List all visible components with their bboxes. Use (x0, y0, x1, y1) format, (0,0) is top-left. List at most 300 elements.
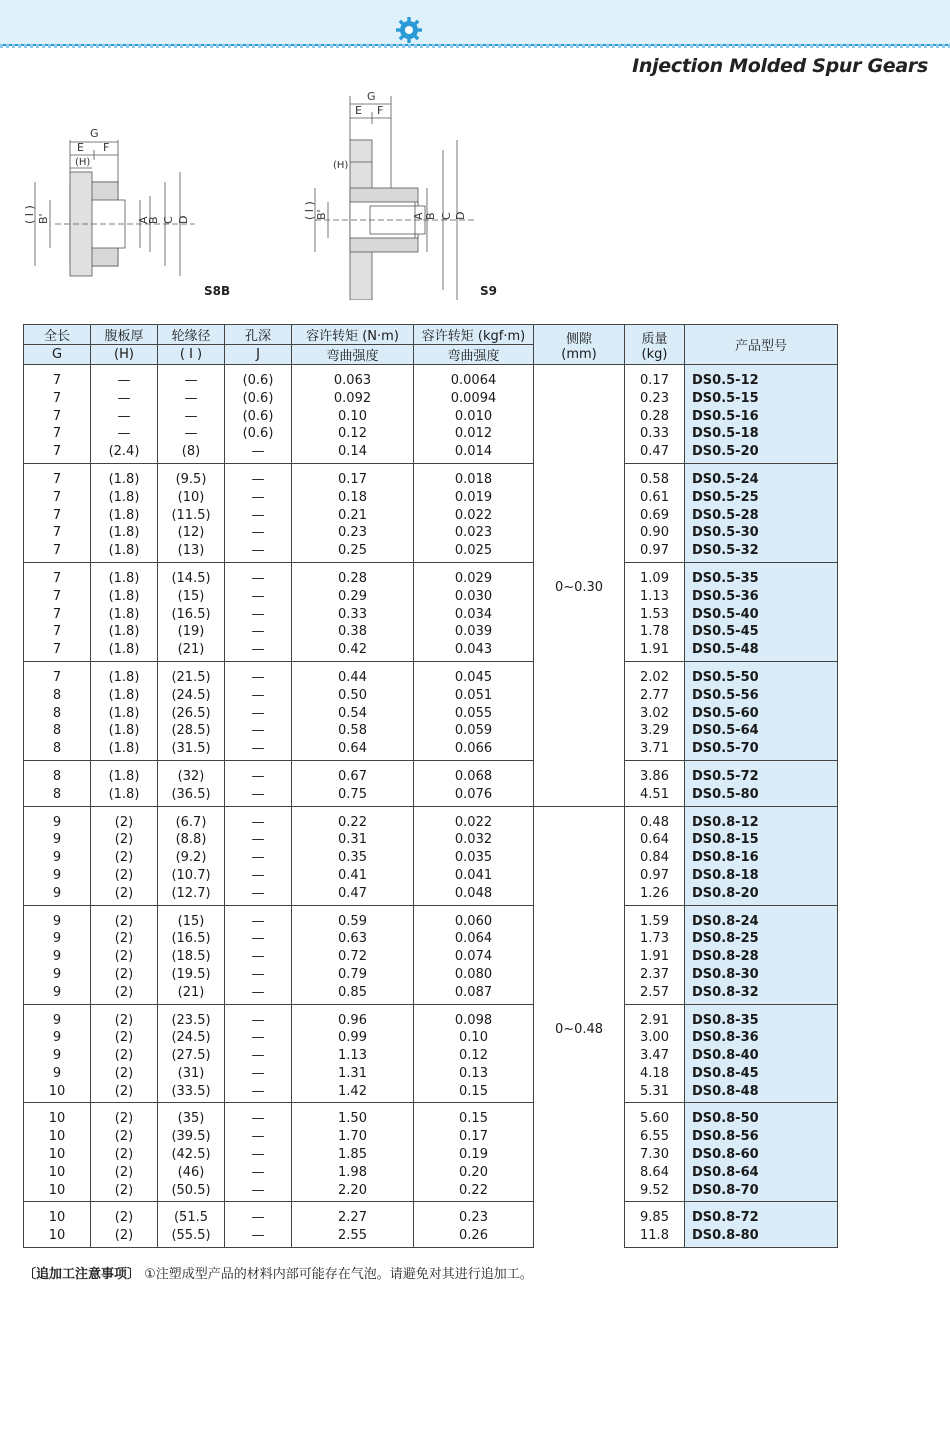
cell-value: 9 (52, 814, 62, 830)
cell-value: 0.0064 (450, 373, 497, 388)
cell-backlash: 0~0.48 (534, 806, 625, 1248)
cell-value: 0.022 (454, 507, 493, 523)
table-row-group (24, 806, 838, 905)
cell-model (685, 661, 838, 760)
cell-value: 0.18 (338, 489, 367, 505)
table-body (24, 365, 838, 1248)
cell-g (24, 1004, 91, 1103)
cell-value: (2) (114, 1065, 134, 1081)
cell-value: 0.25 (338, 543, 367, 559)
cell-value: 0.99 (338, 1030, 367, 1046)
cell-value: 7 (52, 390, 62, 406)
cell-value: 9 (52, 931, 62, 947)
cell-value: 0.29 (338, 588, 367, 604)
cell-value: (24.5) (171, 687, 211, 703)
cell-value: (1.8) (108, 705, 140, 721)
model-number: DS0.5-36 (692, 588, 759, 604)
svg-text:B: B (424, 212, 437, 220)
gear-icon (395, 16, 423, 44)
cell-value: — (251, 642, 265, 658)
cell-value: — (184, 426, 198, 442)
cell-value: 5.31 (640, 1083, 669, 1099)
cell-value: 0.22 (459, 1182, 488, 1198)
cell-value: 7 (52, 642, 62, 658)
cell-value: (21.5) (171, 669, 211, 685)
cell-value: (1.8) (108, 543, 140, 559)
cell-j (225, 365, 292, 464)
cell-value: — (251, 705, 265, 721)
cell-value: (55.5) (171, 1228, 211, 1244)
cell-j (225, 1004, 292, 1103)
cell-value: (39.5) (171, 1129, 211, 1145)
cell-value: 0.055 (454, 705, 493, 721)
cell-model (685, 760, 838, 806)
cell-value: (2) (114, 850, 134, 866)
cell-value: (2) (114, 1129, 134, 1145)
th-i: ( I ) (158, 345, 225, 365)
cell-g (24, 1202, 91, 1248)
cell-value: (2) (114, 913, 134, 929)
cell-value: 0.59 (338, 913, 367, 929)
cell-value: (2) (114, 885, 134, 901)
cell-value: — (251, 1164, 265, 1180)
cell-value: (19) (177, 624, 205, 640)
th-model: 产品型号 (685, 325, 838, 365)
cell-value: 0.063 (333, 373, 372, 388)
cell-value: 10 (48, 1210, 66, 1226)
cell-h (91, 806, 158, 905)
cell-value: 0.17 (338, 471, 367, 487)
table-row-group (24, 365, 838, 464)
cell-value: 0.28 (640, 408, 669, 424)
dim-g-label: G (90, 127, 99, 140)
cell-value: (27.5) (171, 1048, 211, 1064)
cell-value: 10 (48, 1182, 66, 1198)
cell-value: (2) (114, 814, 134, 830)
cell-model (685, 806, 838, 905)
model-number: DS0.5-35 (692, 570, 759, 586)
cell-value: 7 (52, 606, 62, 622)
cell-value: 0.63 (338, 931, 367, 947)
cell-value: 8 (52, 786, 62, 802)
cell-mass (625, 1202, 685, 1248)
cell-value: 5.60 (640, 1111, 669, 1127)
cell-value: 11.8 (640, 1228, 669, 1244)
cell-value: — (251, 489, 265, 505)
cell-value: (11.5) (171, 507, 211, 523)
cell-torque-nm (292, 661, 414, 760)
cell-value: 0.58 (338, 723, 367, 739)
cell-value: 0.030 (454, 588, 493, 604)
cell-value: (2) (114, 949, 134, 965)
cell-value: (1.8) (108, 669, 140, 685)
cell-value: 1.91 (640, 949, 669, 965)
th-bending-2: 弯曲强度 (414, 345, 534, 365)
cell-value: — (251, 570, 265, 586)
model-number: DS0.8-15 (692, 832, 759, 848)
svg-text:(H): (H) (333, 160, 349, 171)
cell-value: 7 (52, 624, 62, 640)
cell-value: 0.10 (459, 1030, 488, 1046)
cell-value: 7 (52, 471, 62, 487)
cell-torque-kgf (414, 1202, 534, 1248)
model-number: DS0.5-48 (692, 642, 759, 658)
cell-value: 10 (48, 1129, 66, 1145)
cell-value: 0.039 (454, 624, 493, 640)
cell-value: — (251, 741, 265, 757)
svg-text:C: C (440, 212, 453, 220)
cell-value: 0.72 (338, 949, 367, 965)
cell-value: (15) (177, 588, 205, 604)
cell-value: — (184, 408, 198, 424)
th-j: J (225, 345, 292, 365)
svg-text:A: A (137, 216, 150, 224)
cell-mass (625, 463, 685, 562)
cell-value: 0.33 (338, 606, 367, 622)
cell-j (225, 760, 292, 806)
svg-text:F: F (377, 104, 384, 117)
cell-value: 7 (52, 489, 62, 505)
cell-value: (2) (114, 1210, 134, 1226)
cell-value: 9 (52, 984, 62, 1000)
cell-value: 0.012 (454, 426, 493, 442)
cell-value: (1.8) (108, 768, 140, 784)
cell-value: 0.045 (454, 669, 493, 685)
cell-value: 1.70 (338, 1129, 367, 1145)
model-number: DS0.8-70 (692, 1182, 759, 1198)
cell-value: — (251, 966, 265, 982)
cell-value: — (251, 1129, 265, 1145)
model-number: DS0.5-60 (692, 705, 759, 721)
cell-value: 0.15 (459, 1083, 488, 1099)
note-label: 〔追加工注意事项〕 (23, 1267, 141, 1282)
cell-value: 0.97 (640, 543, 669, 559)
cell-h (91, 905, 158, 1004)
cell-value: 0.23 (338, 525, 367, 541)
cell-value: 1.73 (640, 931, 669, 947)
cell-value: 3.00 (640, 1030, 669, 1046)
cell-h (91, 760, 158, 806)
svg-text:C: C (162, 216, 175, 224)
cell-value: (2) (114, 1083, 134, 1099)
cell-torque-kgf (414, 463, 534, 562)
cell-value: 0.043 (454, 642, 493, 658)
cell-value: (50.5) (171, 1182, 211, 1198)
cell-h (91, 1004, 158, 1103)
cell-value: 8.64 (640, 1164, 669, 1180)
cell-i (158, 1202, 225, 1248)
cell-value: 0.21 (338, 507, 367, 523)
table-row-group (24, 1004, 838, 1103)
cell-value: 10 (48, 1147, 66, 1163)
cell-value: 0.12 (459, 1048, 488, 1064)
note-text: ①注塑成型产品的材料内部可能存在气泡。请避免对其进行追加工。 (144, 1267, 533, 1282)
svg-text:F: F (103, 141, 110, 154)
cell-value: — (251, 1083, 265, 1099)
cell-value: — (251, 588, 265, 604)
cell-value: 3.29 (640, 723, 669, 739)
model-number: DS0.8-12 (692, 814, 759, 830)
cell-value: 7 (52, 373, 62, 388)
cell-j (225, 661, 292, 760)
cell-value: 0.041 (454, 867, 493, 883)
cell-i (158, 661, 225, 760)
cell-value: — (251, 723, 265, 739)
top-banner (0, 0, 950, 46)
cell-value: 0.64 (338, 741, 367, 757)
cell-value: 4.51 (640, 786, 669, 802)
cell-value: 2.02 (640, 669, 669, 685)
cell-value: 0.087 (454, 984, 493, 1000)
th-backlash: 侧隙 (mm) (534, 325, 625, 365)
th-length: 全长 (24, 325, 91, 345)
cell-value: — (251, 931, 265, 947)
cell-mass (625, 1004, 685, 1103)
th-g: G (24, 345, 91, 365)
cell-i (158, 905, 225, 1004)
diagram-caption-s9: S9 (480, 284, 497, 298)
model-number: DS0.5-50 (692, 669, 759, 685)
cell-value: (51.5 (173, 1210, 209, 1226)
cell-value: (9.2) (175, 850, 207, 866)
th-web-thickness: 腹板厚 (91, 325, 158, 345)
cell-value: — (251, 867, 265, 883)
svg-text:B': B' (315, 209, 328, 220)
cell-value: (32) (177, 768, 205, 784)
th-h: (H) (91, 345, 158, 365)
cell-value: (28.5) (171, 723, 211, 739)
cell-value: — (251, 543, 265, 559)
cell-i (158, 806, 225, 905)
cell-value: 0.42 (338, 642, 367, 658)
cell-value: — (251, 444, 265, 460)
cell-value: (14.5) (171, 570, 211, 586)
cell-value: — (117, 408, 131, 424)
model-number: DS0.8-80 (692, 1228, 759, 1244)
cell-i (158, 1004, 225, 1103)
cell-torque-nm (292, 1202, 414, 1248)
cell-value: — (251, 832, 265, 848)
cell-value: 0.060 (454, 913, 493, 929)
cell-value: 7 (52, 669, 62, 685)
cell-value: 7 (52, 570, 62, 586)
cell-value: 0.066 (454, 741, 493, 757)
cell-value: 0.23 (640, 390, 669, 406)
cell-j (225, 905, 292, 1004)
cell-value: 2.27 (338, 1210, 367, 1226)
cell-value: 0.64 (640, 832, 669, 848)
model-number: DS0.5-40 (692, 606, 759, 622)
spec-table (23, 324, 838, 1248)
cell-value: 1.50 (338, 1111, 367, 1127)
cell-value: (24.5) (171, 1030, 211, 1046)
cell-value: (2) (114, 1182, 134, 1198)
cell-value: (1.8) (108, 723, 140, 739)
model-number: DS0.5-70 (692, 741, 759, 757)
th-torque-kgf: 容许转矩 (kgf·m) (414, 325, 534, 345)
model-number: DS0.5-80 (692, 786, 759, 802)
cell-model (685, 1202, 838, 1248)
cell-value: — (251, 1228, 265, 1244)
cell-value: (21) (177, 642, 205, 658)
model-number: DS0.8-72 (692, 1210, 759, 1226)
th-rim-dia: 轮缘径 (158, 325, 225, 345)
diagram-s9 (295, 90, 485, 300)
svg-text:D: D (177, 215, 190, 224)
cell-value: 0.47 (640, 444, 669, 460)
cell-value: (8) (181, 444, 201, 460)
banner-dotted-line (0, 44, 950, 48)
cell-value: (10) (177, 489, 205, 505)
model-number: DS0.5-15 (692, 390, 759, 406)
cell-value: 0.20 (459, 1164, 488, 1180)
cell-value: (0.6) (242, 408, 274, 424)
cell-value: 10 (48, 1083, 66, 1099)
cell-value: (1.8) (108, 525, 140, 541)
model-number: DS0.8-56 (692, 1129, 759, 1145)
cell-torque-nm (292, 806, 414, 905)
cell-value: 9 (52, 1012, 62, 1028)
cell-value: 2.20 (338, 1182, 367, 1198)
model-number: DS0.8-48 (692, 1083, 759, 1099)
cell-g (24, 365, 91, 464)
cell-value: (2) (114, 867, 134, 883)
cell-value: 0.90 (640, 525, 669, 541)
cell-value: 0.12 (338, 426, 367, 442)
cell-value: (19.5) (171, 966, 211, 982)
cell-value: 1.42 (338, 1083, 367, 1099)
cell-model (685, 562, 838, 661)
cell-value: 0.47 (338, 885, 367, 901)
cell-value: (31.5) (171, 741, 211, 757)
cell-value: (10.7) (171, 867, 211, 883)
cell-value: — (251, 1182, 265, 1198)
cell-value: (36.5) (171, 786, 211, 802)
cell-value: 0.48 (640, 814, 669, 830)
cell-value: 0.50 (338, 687, 367, 703)
cell-value: 0.23 (459, 1210, 488, 1226)
cell-value: 7 (52, 543, 62, 559)
model-number: DS0.5-45 (692, 624, 759, 640)
cell-value: (0.6) (242, 426, 274, 442)
cell-value: 0.67 (338, 768, 367, 784)
cell-value: (18.5) (171, 949, 211, 965)
cell-value: 0.014 (454, 444, 493, 460)
diagram-s8b (15, 120, 215, 280)
svg-text:( I ): ( I ) (303, 201, 316, 220)
cell-value: (2) (114, 984, 134, 1000)
cell-value: (2) (114, 931, 134, 947)
cell-value: 9 (52, 913, 62, 929)
cell-torque-nm (292, 1103, 414, 1202)
cell-value: 1.85 (338, 1147, 367, 1163)
cell-value: 0.080 (454, 966, 493, 982)
table-row-group (24, 1103, 838, 1202)
cell-mass (625, 661, 685, 760)
cell-torque-kgf (414, 1103, 534, 1202)
cell-value: (1.8) (108, 570, 140, 586)
cell-value: 0.84 (640, 850, 669, 866)
cell-value: 0.58 (640, 471, 669, 487)
model-number: DS0.5-12 (692, 373, 759, 388)
cell-g (24, 562, 91, 661)
cell-j (225, 463, 292, 562)
cell-mass (625, 365, 685, 464)
model-number: DS0.5-16 (692, 408, 759, 424)
cell-value: 0.35 (338, 850, 367, 866)
model-number: DS0.8-36 (692, 1030, 759, 1046)
cell-value: (1.8) (108, 588, 140, 604)
cell-h (91, 365, 158, 464)
cell-value: (42.5) (171, 1147, 211, 1163)
cell-value: 10 (48, 1164, 66, 1180)
model-number: DS0.5-28 (692, 507, 759, 523)
model-number: DS0.8-24 (692, 913, 759, 929)
cell-model (685, 1103, 838, 1202)
cell-g (24, 463, 91, 562)
cell-value: 1.13 (338, 1048, 367, 1064)
cell-value: — (251, 768, 265, 784)
cell-value: 0.17 (459, 1129, 488, 1145)
cell-torque-kgf (414, 365, 534, 464)
cell-value: (2) (114, 832, 134, 848)
cell-value: — (251, 1012, 265, 1028)
cell-value: 3.86 (640, 768, 669, 784)
svg-text:B': B' (37, 213, 50, 224)
cell-value: 0.19 (459, 1147, 488, 1163)
cell-value: 0.14 (338, 444, 367, 460)
cell-value: 8 (52, 768, 62, 784)
model-number: DS0.8-64 (692, 1164, 759, 1180)
cell-value: (1.8) (108, 489, 140, 505)
cell-value: 7 (52, 507, 62, 523)
cell-value: 0.38 (338, 624, 367, 640)
cell-value: 6.55 (640, 1129, 669, 1145)
cell-value: 9 (52, 885, 62, 901)
cell-model (685, 463, 838, 562)
cell-i (158, 760, 225, 806)
model-number: DS0.8-40 (692, 1048, 759, 1064)
cell-value: 0.41 (338, 867, 367, 883)
cell-value: 0.034 (454, 606, 493, 622)
cell-value: (15) (177, 913, 205, 929)
model-number: DS0.8-32 (692, 984, 759, 1000)
cell-value: 0.54 (338, 705, 367, 721)
cell-value: (1.8) (108, 687, 140, 703)
cell-value: 0.13 (459, 1065, 488, 1081)
cell-value: 2.77 (640, 687, 669, 703)
model-number: DS0.8-18 (692, 867, 759, 883)
cell-h (91, 562, 158, 661)
cell-torque-nm (292, 463, 414, 562)
cell-torque-nm (292, 562, 414, 661)
model-number: DS0.8-50 (692, 1111, 759, 1127)
cell-value: 0.032 (454, 832, 493, 848)
cell-value: 0.15 (459, 1111, 488, 1127)
page-title: Injection Molded Spur Gears (632, 55, 928, 77)
model-number: DS0.5-18 (692, 426, 759, 442)
table-row-group (24, 905, 838, 1004)
cell-value: — (117, 390, 131, 406)
cell-value: (2) (114, 1164, 134, 1180)
cell-value: 4.18 (640, 1065, 669, 1081)
model-number: DS0.8-35 (692, 1012, 759, 1028)
model-number: DS0.5-30 (692, 525, 759, 541)
svg-text:E: E (77, 141, 84, 154)
cell-value: 0.098 (454, 1012, 493, 1028)
cell-value: 0.064 (454, 931, 493, 947)
cell-value: — (184, 373, 198, 388)
